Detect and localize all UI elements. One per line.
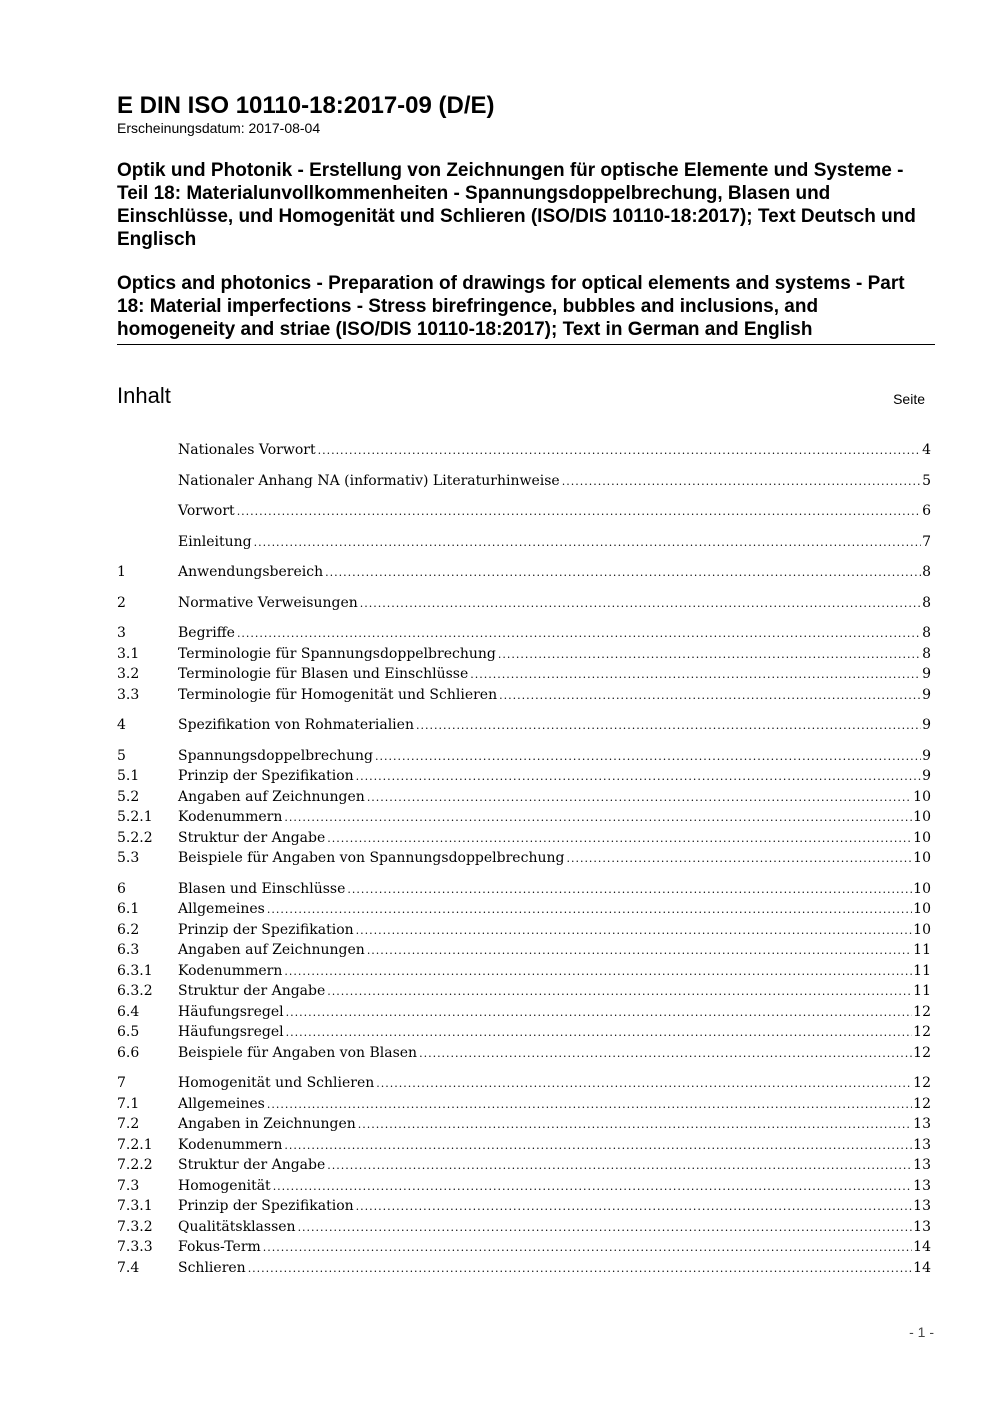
toc-entry-page: 12 bbox=[913, 1075, 931, 1091]
toc-entry-number: 7.2.1 bbox=[117, 1136, 153, 1153]
toc-entry-title: Beispiele für Angaben von Blasen bbox=[178, 1044, 418, 1061]
toc-entry[interactable] bbox=[117, 1196, 931, 1217]
toc-entry-title: Anwendungsbereich bbox=[178, 564, 324, 580]
toc-entry-title: Kodenummern bbox=[178, 1136, 283, 1153]
toc-entry-page: 6 bbox=[922, 503, 931, 519]
toc-entry[interactable] bbox=[117, 593, 931, 614]
toc-entry-page: 10 bbox=[913, 788, 931, 805]
toc-dot-leader bbox=[367, 941, 912, 962]
document-header bbox=[117, 92, 935, 343]
toc-entry-page: 9 bbox=[922, 686, 931, 703]
toc-entry-title: Beispiele für Angaben von Spannungsdoppelbrechung bbox=[178, 850, 565, 866]
toc-entry-number: 3 bbox=[117, 625, 126, 641]
toc-entry-number: 3.3 bbox=[117, 686, 140, 703]
toc-entry-page: 9 bbox=[922, 768, 931, 784]
toc-entry[interactable] bbox=[117, 961, 931, 982]
toc-entry-page: 10 bbox=[913, 880, 931, 897]
toc-entry-page: 12 bbox=[913, 1095, 931, 1112]
toc-dot-leader bbox=[375, 747, 921, 768]
toc-dot-leader bbox=[367, 788, 912, 809]
toc-dot-leader bbox=[360, 594, 921, 615]
toc-entry-title: Begriffe bbox=[178, 625, 235, 641]
toc-entry-number: 5.1 bbox=[117, 768, 140, 784]
toc-entry[interactable] bbox=[117, 766, 931, 787]
toc-dot-leader bbox=[416, 716, 921, 737]
toc-entry-title: Nationales Vorwort bbox=[178, 442, 316, 458]
toc-entry-title: Angaben in Zeichnungen bbox=[178, 1116, 356, 1132]
toc-entry-page: 4 bbox=[922, 442, 931, 458]
toc-entry[interactable] bbox=[117, 940, 931, 961]
toc-entry[interactable] bbox=[117, 1155, 931, 1176]
toc-entry[interactable] bbox=[117, 787, 931, 808]
toc-dot-leader bbox=[356, 767, 921, 788]
toc-entry-page: 11 bbox=[913, 983, 931, 999]
toc-entry[interactable] bbox=[117, 1002, 931, 1023]
toc-entry-number: 7.3.3 bbox=[117, 1239, 153, 1255]
toc-entry-title: Häufungsregel bbox=[178, 1003, 284, 1020]
toc-dot-leader bbox=[263, 1238, 912, 1259]
toc-entry-page: 8 bbox=[922, 594, 931, 611]
toc-dot-leader bbox=[358, 1115, 912, 1136]
toc-entry-page: 10 bbox=[913, 901, 931, 917]
toc-dot-leader bbox=[327, 829, 912, 850]
toc-entry-page: 9 bbox=[922, 747, 931, 764]
toc-entry-page: 12 bbox=[913, 1024, 931, 1040]
toc-entry-number: 5.3 bbox=[117, 850, 140, 866]
toc-entry[interactable] bbox=[117, 1237, 931, 1258]
toc-entry-page: 9 bbox=[922, 717, 931, 733]
toc-entry-title: Terminologie für Homogenität und Schlieren bbox=[178, 686, 498, 703]
toc-entry[interactable] bbox=[117, 1043, 931, 1064]
toc-entry-number: 2 bbox=[117, 594, 126, 611]
toc-entry-title: Prinzip der Spezifikation bbox=[178, 768, 354, 784]
toc-entry-page: 8 bbox=[922, 564, 931, 580]
toc-entry-page: 12 bbox=[913, 1044, 931, 1061]
toc-dot-leader bbox=[237, 502, 921, 523]
toc-entry-page: 13 bbox=[913, 1157, 931, 1173]
toc-entry[interactable] bbox=[117, 440, 931, 461]
toc-entry-page: 14 bbox=[913, 1259, 931, 1276]
toc-dot-leader bbox=[376, 1074, 912, 1095]
toc-entry[interactable] bbox=[117, 501, 931, 522]
publication-date: Erscheinungsdatum: 2017-08-04 bbox=[117, 120, 321, 136]
toc-entry-page: 10 bbox=[913, 850, 931, 866]
toc-dot-leader bbox=[498, 645, 921, 666]
toc-entry[interactable] bbox=[117, 715, 931, 736]
page-number: - 1 - bbox=[909, 1324, 934, 1340]
toc-dot-leader bbox=[356, 1197, 913, 1218]
toc-entry[interactable] bbox=[117, 1073, 931, 1094]
toc-entry-page: 9 bbox=[922, 666, 931, 682]
toc-entry-title: Vorwort bbox=[178, 503, 235, 519]
header-divider bbox=[117, 344, 935, 345]
toc-entry-title: Angaben auf Zeichnungen bbox=[178, 942, 365, 958]
toc-entry[interactable] bbox=[117, 562, 931, 583]
toc-entry-title: Terminologie für Blasen und Einschlüsse bbox=[178, 666, 469, 682]
toc-dot-leader bbox=[267, 1095, 912, 1116]
toc-entry-title: Struktur der Angabe bbox=[178, 829, 326, 846]
toc-entry-number: 6.3.1 bbox=[117, 962, 153, 979]
toc-entry-title: Prinzip der Spezifikation bbox=[178, 1198, 354, 1214]
toc-entry-number: 6.1 bbox=[117, 901, 140, 917]
toc-entry-title: Allgemeines bbox=[178, 1095, 265, 1112]
toc-entry-number: 6.3 bbox=[117, 942, 140, 958]
toc-entry-number: 5 bbox=[117, 747, 126, 764]
toc-title: Inhalt bbox=[117, 383, 171, 408]
toc-entry-number: 5.2 bbox=[117, 788, 140, 805]
toc-entry-page: 10 bbox=[913, 829, 931, 846]
toc-entry-title: Terminologie für Spannungsdoppelbrechung bbox=[178, 645, 496, 662]
toc-entry[interactable] bbox=[117, 1258, 931, 1279]
toc-entry[interactable] bbox=[117, 807, 931, 828]
title-english: Optics and photonics - Preparation of drawings for optical elements and systems - Part 18: Material imperfections - Stress birefringence, bubbles and inclusions, and homogeneity and striae (ISO/DIS 10110-18:2017); Text in German and English bbox=[117, 273, 905, 340]
toc-page-label: Seite bbox=[893, 391, 925, 407]
toc-entry[interactable] bbox=[117, 471, 931, 492]
toc-dot-leader bbox=[325, 563, 921, 584]
toc-entry[interactable] bbox=[117, 532, 931, 553]
toc-dot-leader bbox=[284, 962, 912, 983]
toc-entry[interactable] bbox=[117, 664, 931, 685]
toc-entry-number: 5.2.1 bbox=[117, 809, 153, 825]
toc-dot-leader bbox=[562, 472, 921, 493]
title-german: Optik und Photonik - Erstellung von Zeichnungen für optische Elemente und Systeme - Teil 18: Materialunvollkommenheiten - Spannungsdoppelbrechung, Blasen und Einschlüsse, und Homogenität und Schlieren (ISO/DIS 10110-18:2017); Text Deutsch und Englisch bbox=[117, 160, 916, 250]
toc-entry-page: 13 bbox=[913, 1218, 931, 1235]
toc-dot-leader bbox=[248, 1259, 912, 1280]
toc-entry[interactable] bbox=[117, 644, 931, 665]
toc-entry-number: 3.2 bbox=[117, 666, 140, 682]
toc-entry-number: 1 bbox=[117, 564, 126, 580]
toc-entry-title: Homogenität bbox=[178, 1177, 271, 1194]
toc-dot-leader bbox=[284, 1136, 912, 1157]
toc-entry-page: 8 bbox=[922, 645, 931, 662]
toc-entry-title: Nationaler Anhang NA (informativ) Literaturhinweise bbox=[178, 472, 560, 489]
toc-entry-number: 3.1 bbox=[117, 645, 140, 662]
toc-entry[interactable] bbox=[117, 1176, 931, 1197]
toc-entry[interactable] bbox=[117, 920, 931, 941]
toc-entry-page: 11 bbox=[913, 942, 931, 958]
toc-entry-page: 10 bbox=[913, 809, 931, 825]
toc-entry[interactable] bbox=[117, 899, 931, 920]
toc-entry[interactable] bbox=[117, 879, 931, 900]
toc-entry-page: 8 bbox=[922, 625, 931, 641]
toc-entry-number: 4 bbox=[117, 717, 126, 733]
toc-entry-title: Blasen und Einschlüsse bbox=[178, 880, 346, 897]
toc-entry-number: 7.4 bbox=[117, 1259, 140, 1276]
toc-entry-title: Kodenummern bbox=[178, 809, 283, 825]
toc-entry-title: Spezifikation von Rohmaterialien bbox=[178, 717, 414, 733]
toc-entry-title: Normative Verweisungen bbox=[178, 594, 358, 611]
toc-entry[interactable] bbox=[117, 1135, 931, 1156]
toc-entry-page: 10 bbox=[913, 921, 931, 938]
toc-entry-number: 7.1 bbox=[117, 1095, 140, 1112]
toc-entry-title: Struktur der Angabe bbox=[178, 1157, 326, 1173]
toc-entry[interactable] bbox=[117, 981, 931, 1002]
toc-dot-leader bbox=[286, 1023, 913, 1044]
toc-entry-title: Prinzip der Spezifikation bbox=[178, 921, 354, 938]
toc-entry-number: 6.2 bbox=[117, 921, 140, 938]
toc-entry[interactable] bbox=[117, 746, 931, 767]
toc-dot-leader bbox=[254, 533, 922, 554]
toc-dot-leader bbox=[327, 1156, 912, 1177]
toc-entry-number: 7.2 bbox=[117, 1116, 140, 1132]
toc-entry[interactable] bbox=[117, 1022, 931, 1043]
toc-entry-number: 6 bbox=[117, 880, 126, 897]
toc-entry-title: Schlieren bbox=[178, 1259, 246, 1276]
toc-entry-title: Einleitung bbox=[178, 533, 252, 550]
toc-dot-leader bbox=[419, 1044, 912, 1065]
toc-entry-number: 6.4 bbox=[117, 1003, 140, 1020]
toc-dot-leader bbox=[298, 1218, 913, 1239]
toc-dot-leader bbox=[566, 849, 912, 870]
toc-entry-number: 6.5 bbox=[117, 1024, 140, 1040]
toc-entry-number: 7.2.2 bbox=[117, 1157, 153, 1173]
toc-entry-title: Qualitätsklassen bbox=[178, 1218, 296, 1235]
toc-entry-title: Häufungsregel bbox=[178, 1024, 284, 1040]
toc-entry-number: 7.3.2 bbox=[117, 1218, 153, 1235]
document-id: E DIN ISO 10110-18:2017-09 (D/E) bbox=[117, 92, 495, 119]
toc-entry-number: 7.3 bbox=[117, 1177, 140, 1194]
toc-entry-title: Spannungsdoppelbrechung bbox=[178, 747, 373, 764]
toc-dot-leader bbox=[237, 624, 921, 645]
toc-entry-title: Struktur der Angabe bbox=[178, 983, 326, 999]
toc-dot-leader bbox=[273, 1177, 912, 1198]
toc-dot-leader bbox=[347, 880, 912, 901]
toc-dot-leader bbox=[470, 665, 921, 686]
toc-entry-title: Angaben auf Zeichnungen bbox=[178, 788, 365, 805]
toc-entry[interactable] bbox=[117, 1217, 931, 1238]
toc-entry-page: 12 bbox=[913, 1003, 931, 1020]
toc-entry-page: 14 bbox=[913, 1239, 931, 1255]
toc-entry[interactable] bbox=[117, 828, 931, 849]
toc-entry-number: 7.3.1 bbox=[117, 1198, 153, 1214]
toc-entry-page: 11 bbox=[913, 962, 931, 979]
table-of-contents bbox=[117, 440, 931, 1278]
toc-entry-number: 6.3.2 bbox=[117, 983, 153, 999]
toc-dot-leader bbox=[327, 982, 912, 1003]
toc-entry-page: 5 bbox=[922, 472, 931, 489]
toc-entry[interactable] bbox=[117, 848, 931, 869]
toc-entry-page: 13 bbox=[913, 1136, 931, 1153]
toc-entry-number: 7 bbox=[117, 1075, 126, 1091]
toc-dot-leader bbox=[499, 686, 921, 707]
toc-entry[interactable] bbox=[117, 1094, 931, 1115]
toc-entry-number: 5.2.2 bbox=[117, 829, 153, 846]
toc-entry[interactable] bbox=[117, 623, 931, 644]
toc-entry-page: 13 bbox=[913, 1198, 931, 1214]
toc-entry-page: 7 bbox=[922, 533, 931, 550]
toc-entry-title: Fokus-Term bbox=[178, 1239, 261, 1255]
toc-entry-page: 13 bbox=[913, 1116, 931, 1132]
toc-entry[interactable] bbox=[117, 685, 931, 706]
toc-dot-leader bbox=[356, 921, 913, 942]
toc-dot-leader bbox=[286, 1003, 913, 1024]
toc-dot-leader bbox=[284, 808, 912, 829]
toc-entry-title: Allgemeines bbox=[178, 901, 265, 917]
toc-entry-page: 13 bbox=[913, 1177, 931, 1194]
toc-entry-number: 6.6 bbox=[117, 1044, 140, 1061]
toc-entry-title: Homogenität und Schlieren bbox=[178, 1075, 375, 1091]
toc-dot-leader bbox=[318, 441, 922, 462]
toc-dot-leader bbox=[267, 900, 912, 921]
toc-entry[interactable] bbox=[117, 1114, 931, 1135]
toc-entry-title: Kodenummern bbox=[178, 962, 283, 979]
